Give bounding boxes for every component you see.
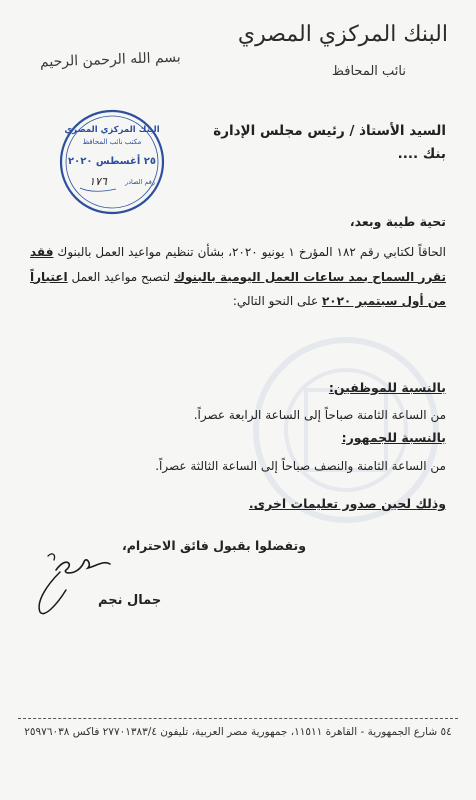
stamp-ref-value: ١٧٦ [89, 175, 107, 188]
stamp-date: ٢٥ أغسطس ٢٠٢٠ [68, 156, 156, 167]
addressee-line2: بنك .... [397, 145, 446, 162]
greeting: تحية طيبة وبعد، [349, 214, 446, 229]
basmala-calligraphy: بسم الله الرحمن الرحيم [39, 49, 181, 71]
stamp-ref-label: رقم الصادر [124, 178, 156, 186]
paragraph-emphasis-2: اعتباراً من أول سبتمبر ٢٠٢٠ [30, 269, 446, 309]
public-heading: بالنسبة للجمهور: [341, 430, 446, 445]
stamp-line2: مكتب نائب المحافظ [82, 138, 142, 146]
paragraph-text-3: على النحو التالي: [232, 294, 319, 309]
paragraph-text-1: الحاقاً لكتابي رقم ١٨٢ المؤرخ ١ يونيو ٢٠٢٠، بشأن تنظيم مواعيد العمل بالبنوك [57, 245, 447, 259]
employees-hours: من الساعة الثامنة صباحاً إلى الساعة الرابعة عصراً. [193, 408, 446, 422]
public-hours: من الساعة الثامنة والنصف صباحاً إلى الساعة الثالثة عصراً. [155, 459, 446, 473]
closing-note: وذلك لحين صدور تعليمات اخرى. [248, 496, 446, 511]
footer-address: ٥٤ شارع الجمهورية - القاهرة ١١٥١١، جمهورية مصر العربية، تليفون ٢٧٧٠١٣٨٣/٤ فاكس ٢٥٩٧٦٠٣٨ [24, 726, 452, 738]
footer-divider [18, 718, 458, 719]
paragraph-text-2: لتصبح مواعيد العمل [71, 269, 171, 284]
addressee-line1: السيد الأستاذ / رئيس مجلس الإدارة [213, 123, 446, 139]
main-paragraph [30, 240, 446, 314]
sender-title: نائب المحافظ [331, 64, 406, 79]
bank-name: البنك المركزي المصري [237, 22, 448, 47]
addressee-block [86, 120, 446, 166]
signer-name: جمال نجم [98, 593, 162, 608]
employees-heading: بالنسبة للموظفين: [328, 380, 446, 395]
regards-line: وتفضلوا بقبول فائق الاحترام، [121, 538, 306, 553]
stamp-line1: البنك المركزي المصري [64, 125, 160, 135]
paragraph-emphasis-1: فقد تقرر السماح بمد ساعات العمل اليومية بالبنوك [30, 245, 446, 284]
